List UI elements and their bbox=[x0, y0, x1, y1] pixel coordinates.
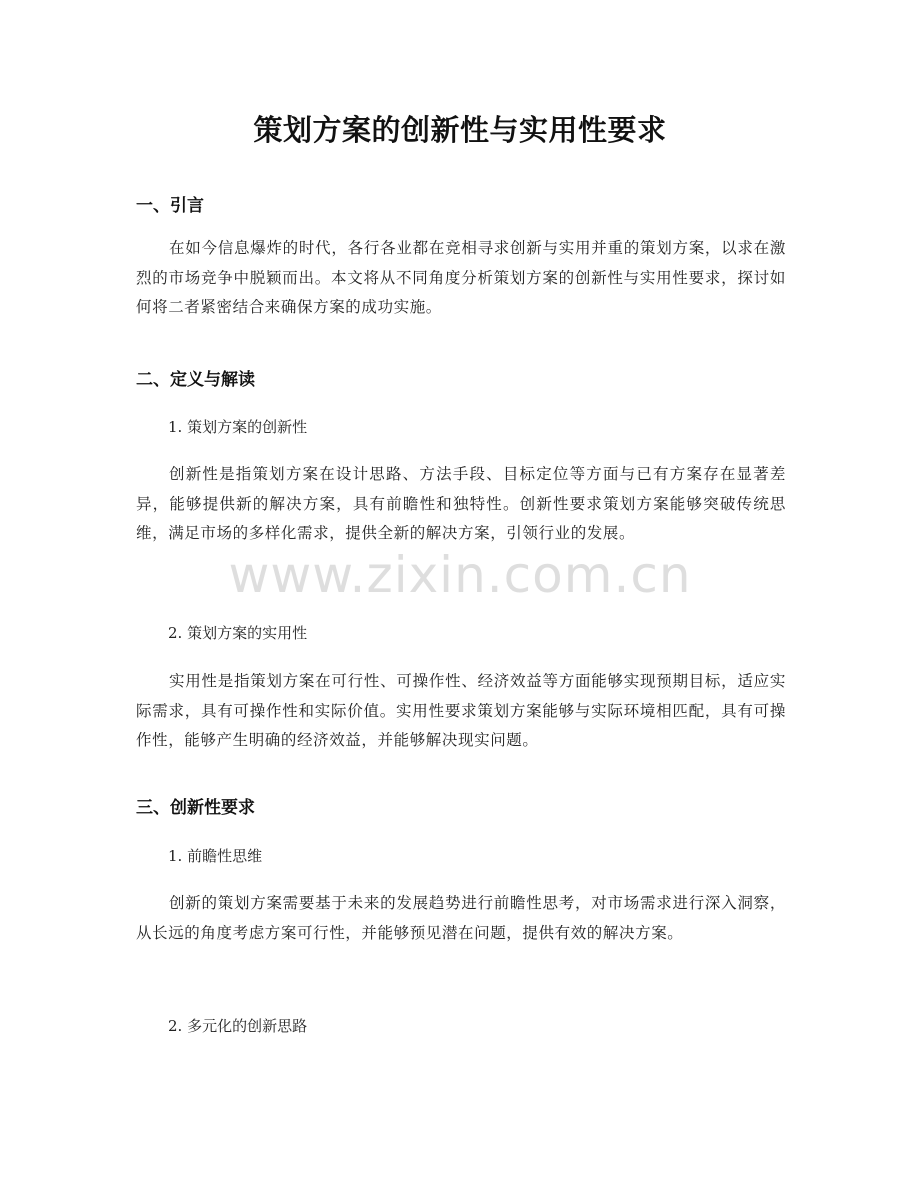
subheading-innovation: 1. 策划方案的创新性 bbox=[168, 418, 308, 436]
section-heading-definition: 二、定义与解读 bbox=[136, 370, 255, 390]
subheading-practicality: 2. 策划方案的实用性 bbox=[168, 624, 308, 642]
subheading-forward-thinking: 1. 前瞻性思维 bbox=[168, 847, 263, 865]
paragraph-forward-thinking: 创新的策划方案需要基于未来的发展趋势进行前瞻性思考，对市场需求进行深入洞察，从长远的角度考虑方案可行性，并能够预见潜在问题，提供有效的解决方案。 bbox=[136, 894, 786, 942]
page-title: 策划方案的创新性与实用性要求 bbox=[253, 113, 667, 147]
paragraph-innovation: 创新性是指策划方案在设计思路、方法手段、目标定位等方面与已有方案存在显著差异，能够提供新的解决方案，具有前瞻性和独特性。创新性要求策划方案能够突破传统思维，满足市场的多样化需求，提供全新的解决方案，引领行业的发展。 bbox=[136, 465, 786, 542]
paragraph-practicality: 实用性是指策划方案在可行性、可操作性、经济效益等方面能够实现预期目标，适应实际需求，具有可操作性和实际价值。实用性要求策划方案能够与实际环境相匹配，具有可操作性，能够产生明确的经济效益，并能够解决现实问题。 bbox=[136, 672, 786, 749]
watermark: www.zixin.com.cn bbox=[228, 546, 692, 604]
subheading-diversified-ideas: 2. 多元化的创新思路 bbox=[168, 1017, 308, 1035]
section-heading-innovation-requirements: 三、创新性要求 bbox=[136, 798, 255, 818]
paragraph-introduction: 在如今信息爆炸的时代，各行各业都在竞相寻求创新与实用并重的策划方案，以求在激烈的市场竞争中脱颖而出。本文将从不同角度分析策划方案的创新性与实用性要求，探讨如何将二者紧密结合来确保方案的成功实施。 bbox=[136, 239, 786, 316]
section-heading-introduction: 一、引言 bbox=[136, 196, 204, 216]
